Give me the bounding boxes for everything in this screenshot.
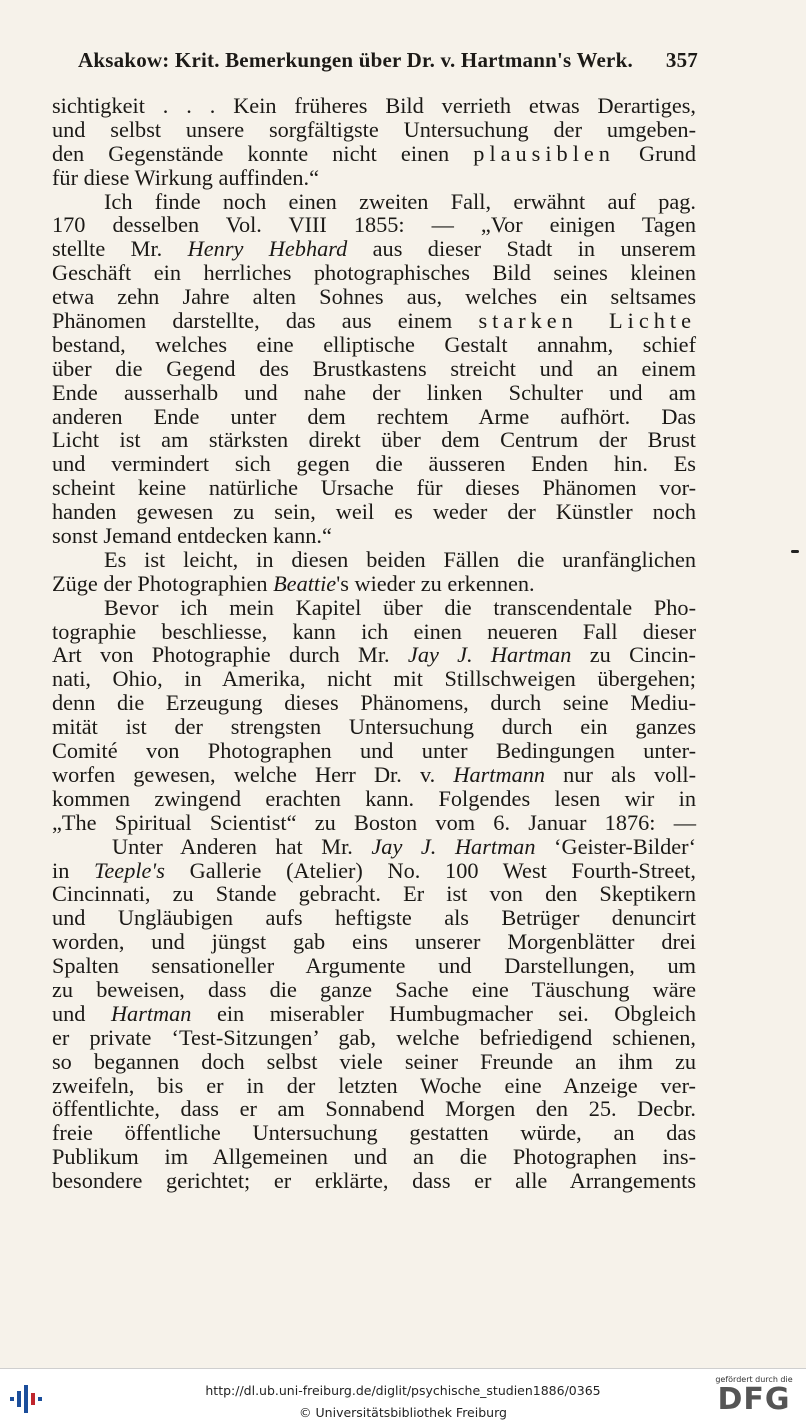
text-run: den Gegenstände konnte nicht einen (52, 140, 474, 166)
text-line (52, 596, 696, 620)
text-line (52, 285, 696, 309)
text-run: tographie beschliesse, kann ich einen neueren Fall dieser (52, 618, 696, 644)
text-line (52, 739, 696, 763)
text-line (52, 954, 696, 978)
text-line (52, 428, 696, 452)
text-line (52, 357, 696, 381)
spaced-emphasis: plausiblen (473, 140, 615, 166)
text-line (52, 190, 696, 214)
text-run: und selbst unsere sorgfältigste Untersuchung der umgeben- (52, 116, 696, 142)
running-title: Aksakow: Krit. Bemerkungen über Dr. v. Hartmann's Werk. (78, 48, 633, 72)
text-run: Art von Photographie durch Mr. (52, 642, 408, 668)
text-run: und (52, 1000, 111, 1026)
text-line (52, 620, 696, 644)
text-line (52, 1002, 696, 1026)
italic-name: Jay J. Hartman (371, 833, 536, 859)
text-line (52, 930, 696, 954)
italic-name: Hartmann (453, 761, 546, 787)
text-run: Züge der Photographien (52, 570, 274, 596)
text-line (52, 1169, 696, 1193)
text-run: Publikum im Allgemeinen und an die Photographen ins- (52, 1144, 696, 1170)
text-run: Spalten sensationeller Argumente und Darstellungen, um (52, 953, 696, 979)
text-line (52, 835, 696, 859)
text-line (52, 166, 696, 190)
text-line (52, 333, 696, 357)
text-line (52, 213, 696, 237)
text-line (52, 1145, 696, 1169)
stray-ink-mark (791, 550, 799, 553)
text-line (52, 1026, 696, 1050)
text-line (52, 1121, 696, 1145)
text-run: so begannen doch selbst viele seiner Freunde an ihm zu (52, 1048, 696, 1074)
dfg-logo[interactable] (710, 1375, 798, 1423)
text-run: Gallerie (Atelier) No. 100 West Fourth-Street, (164, 857, 696, 883)
text-line (52, 1074, 696, 1098)
text-line (52, 691, 696, 715)
text-line (52, 667, 696, 691)
text-run: bestand, welches eine elliptische Gestalt annahm, schief (52, 331, 696, 357)
text-line (52, 524, 696, 548)
text-line (52, 643, 696, 667)
text-run: Licht ist am stärksten direkt über dem Centrum der Brust (52, 427, 696, 453)
text-line (52, 548, 696, 572)
text-run: besondere gerichtet; er erklärte, dass er alle Arrangements (52, 1168, 696, 1194)
text-run: zweifeln, bis er in der letzten Woche eine Anzeige ver- (52, 1072, 696, 1098)
text-run: worden, und jüngst gab eins unserer Morgenblätter drei (52, 929, 696, 955)
text-run: sichtigkeit . . . Kein früheres Bild verrieth etwas Derartiges, (52, 93, 696, 118)
text-run: „The Spiritual Scientist“ zu Boston vom 6. Januar 1876: — (52, 809, 696, 835)
text-run: anderen Ende unter dem rechtem Arme aufhört. Das (52, 403, 696, 429)
text-run: nati, Ohio, in Amerika, nicht mit Stillschweigen übergehen; (52, 666, 696, 692)
text-run: etwa zehn Jahre alten Sohnes aus, welches ein seltsames (52, 284, 696, 310)
text-run: und Ungläubigen aufs heftigste als Betrüger denuncirt (52, 905, 696, 931)
text-run: Ende ausserhalb und nahe der linken Schulter und am (52, 379, 696, 405)
text-run: Unter Anderen hat Mr. (112, 833, 372, 859)
text-run: sonst Jemand entdecken kann.“ (52, 523, 332, 549)
footer-copyright: © Universitätsbibliothek Freiburg (299, 1405, 507, 1420)
text-run: Geschäft ein herrliches photographisches Bild seines kleinen (52, 260, 696, 286)
text-line (52, 381, 696, 405)
text-run: stellte Mr. (52, 236, 188, 262)
text-run: über die Gegend des Brustkastens streicht und an einem (52, 355, 696, 381)
italic-name: Jay J. Hartman (407, 642, 572, 668)
text-line (52, 237, 696, 261)
text-run: zu Cincin- (571, 642, 696, 668)
text-run: 170 desselben Vol. VIII 1855: — „Vor einigen Tagen (52, 212, 696, 238)
text-run: aus dieser Stadt in unserem (347, 236, 696, 262)
dfg-funded-by: gefördert durch die (715, 1375, 793, 1384)
text-run: kommen zwingend erachten kann. Folgendes lesen wir in (52, 785, 696, 811)
text-run: Ich finde noch einen zweiten Fall, erwähnt auf pag. (104, 188, 696, 214)
italic-name: Henry Hebhard (187, 236, 348, 262)
text-line (52, 882, 696, 906)
text-run: Grund (614, 140, 697, 166)
text-run: scheint keine natürliche Ursache für dieses Phänomen vor- (52, 475, 696, 501)
italic-name: Beattie (273, 570, 337, 596)
body-text (52, 94, 696, 1193)
text-line (52, 811, 696, 835)
text-line (52, 118, 696, 142)
text-run: freie öffentliche Untersuchung gestatten würde, an das (52, 1120, 696, 1146)
text-run: nur als voll- (545, 761, 697, 787)
text-line (52, 476, 696, 500)
text-run: Phänomen darstellte, das aus einem (52, 308, 479, 334)
text-run: Bevor ich mein Kapitel über die transcendentale Pho- (104, 594, 696, 620)
text-run: worfen gewesen, welche Herr Dr. v. (52, 761, 454, 787)
text-line (52, 142, 696, 166)
text-line (52, 906, 696, 930)
text-line (52, 452, 696, 476)
text-line (52, 94, 696, 118)
text-line (52, 1050, 696, 1074)
text-run: Cincinnati, zu Stande gebracht. Er ist von den Skeptikern (52, 881, 696, 907)
text-run: und vermindert sich gegen die äusseren Enden hin. Es (52, 451, 696, 477)
text-run: denn die Erzeugung dieses Phänomens, durch seine Mediu- (52, 690, 696, 716)
spaced-emphasis: starken Lichte (478, 308, 696, 334)
text-line (52, 978, 696, 1002)
text-run: zu beweisen, dass die ganze Sache eine Täuschung wäre (52, 976, 696, 1002)
running-head (78, 48, 698, 73)
text-line (52, 261, 696, 285)
text-line (52, 787, 696, 811)
italic-name: Hartman (110, 1000, 192, 1026)
text-line (52, 309, 696, 333)
text-run: 's wieder zu erkennen. (336, 570, 535, 596)
text-run: ‘Geister-Bilder‘ (535, 833, 696, 859)
text-run: ein miserabler Humbugmacher sei. Obgleich (191, 1000, 696, 1026)
text-line (52, 572, 696, 596)
text-run: öffentlichte, dass er am Sonnabend Morgen den 25. Decbr. (52, 1096, 696, 1122)
viewer-footer (0, 1368, 806, 1427)
italic-name: Teeple's (94, 857, 165, 883)
dfg-wordmark: DFG (717, 1382, 791, 1417)
text-run: Es ist leicht, in diesen beiden Fällen die uranfänglichen (104, 546, 696, 572)
text-run: mität ist der strengsten Untersuchung durch ein ganzes (52, 714, 696, 740)
text-run: für diese Wirkung auffinden.“ (52, 164, 319, 190)
footer-url-link[interactable]: http://dl.ub.uni-freiburg.de/diglit/psychische_studien1886/0365 (205, 1383, 601, 1398)
text-run: handen gewesen zu sein, weil es weder der Künstler noch (52, 499, 696, 525)
page-number: 357 (665, 48, 698, 72)
text-run: Comité von Photographen und unter Bedingungen unter- (52, 738, 696, 764)
text-line (52, 763, 696, 787)
text-line (52, 859, 696, 883)
text-line (52, 405, 696, 429)
text-run: er private ‘Test-Sitzungen’ gab, welche befriedigend schienen, (52, 1024, 696, 1050)
text-line (52, 1097, 696, 1121)
text-line (52, 715, 696, 739)
text-line (52, 500, 696, 524)
text-run: in (52, 857, 95, 883)
